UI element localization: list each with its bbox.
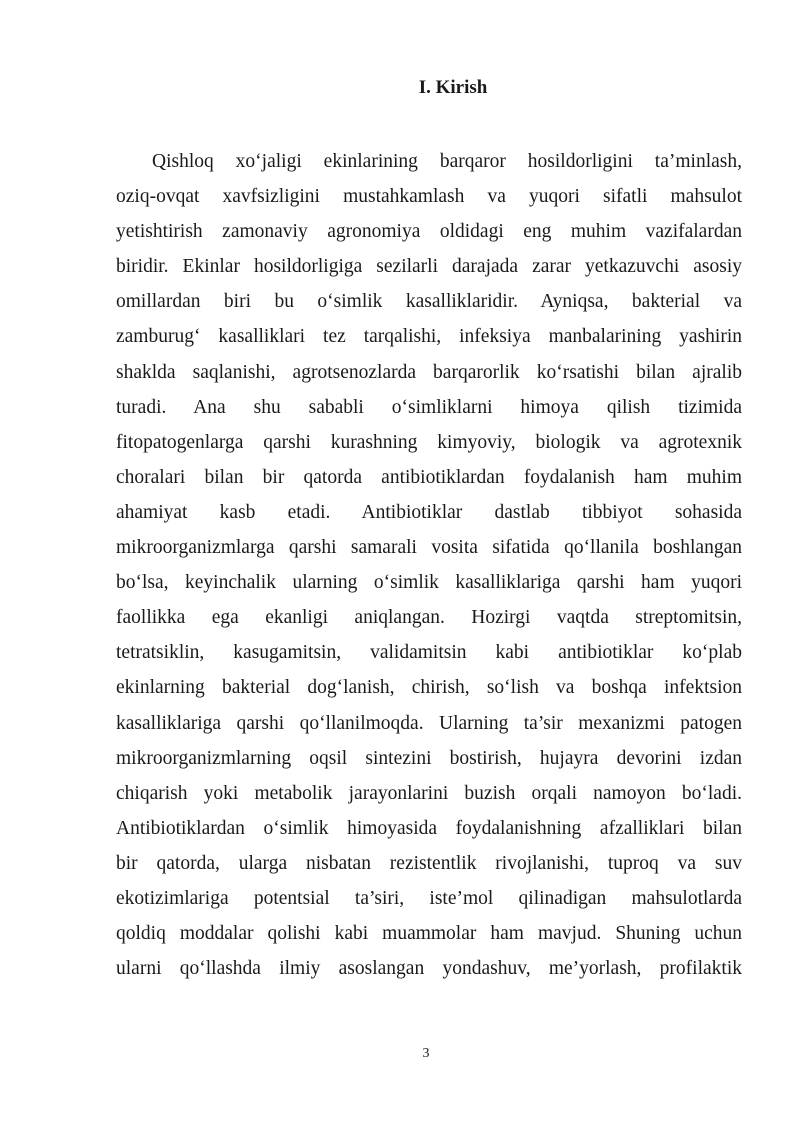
paragraph-line: yetishtirish zamonaviy agronomiya oldidagi eng muhim vazifalardan xyxy=(116,221,742,243)
paragraph-line: faollikka ega ekanligi aniqlangan. Hozirgi vaqtda streptomitsin, xyxy=(116,607,742,629)
body-paragraph xyxy=(116,144,742,986)
paragraph-line: biridir. Ekinlar hosildorligiga sezilarli darajada zarar yetkazuvchi asosiy xyxy=(116,256,742,278)
paragraph-line: tetratsiklin, kasugamitsin, validamitsin kabi antibiotiklar ko‘plab xyxy=(116,642,742,664)
paragraph-line: mikroorganizmlarning oqsil sintezini bostirish, hujayra devorini izdan xyxy=(116,747,742,769)
paragraph-line: choralari bilan bir qatorda antibiotiklardan foydalanish ham muhim xyxy=(116,466,742,488)
paragraph-line: oziq-ovqat xavfsizligini mustahkamlash va yuqori sifatli mahsulot xyxy=(116,186,742,208)
paragraph-line: omillardan biri bu o‘simlik kasalliklaridir. Ayniqsa, bakterial va xyxy=(116,291,742,313)
paragraph-line: qoldiq moddalar qolishi kabi muammolar ham mavjud. Shuning uchun xyxy=(116,923,742,945)
paragraph-line: fitopatogenlarga qarshi kurashning kimyoviy, biologik va agrotexnik xyxy=(116,431,742,453)
paragraph-line: shaklda saqlanishi, agrotsenozlarda barqarorlik ko‘rsatishi bilan ajralib xyxy=(116,361,742,383)
paragraph-line: Qishloq xo‘jaligi ekinlarining barqaror hosildorligini ta’minlash, xyxy=(152,151,742,172)
paragraph-line: mikroorganizmlarga qarshi samarali vosita sifatida qo‘llanila boshlangan xyxy=(116,537,742,559)
paragraph-line: zamburug‘ kasalliklari tez tarqalishi, infeksiya manbalarining yashirin xyxy=(116,326,742,348)
paragraph-line: bir qatorda, ularga nisbatan rezistentlik rivojlanishi, tuproq va suv xyxy=(116,852,742,874)
section-heading: I. Kirish xyxy=(418,77,488,98)
paragraph-line: ekotizimlariga potentsial ta’siri, iste’mol qilinadigan mahsulotlarda xyxy=(116,887,742,909)
page-number: 3 xyxy=(422,1046,430,1061)
paragraph-line: kasalliklariga qarshi qo‘llanilmoqda. Ularning ta’sir mexanizmi patogen xyxy=(116,712,742,734)
paragraph-line: Antibiotiklardan o‘simlik himoyasida foydalanishning afzalliklari bilan xyxy=(116,817,742,839)
paragraph-line: chiqarish yoki metabolik jarayonlarini buzish orqali namoyon bo‘ladi. xyxy=(116,782,742,804)
paragraph-line: bo‘lsa, keyinchalik ularning o‘simlik kasalliklariga qarshi ham yuqori xyxy=(116,572,742,594)
paragraph-line: ularni qo‘llashda ilmiy asoslangan yondashuv, me’yorlash, profilaktik xyxy=(116,958,742,980)
paragraph-line: ekinlarning bakterial dog‘lanish, chirish, so‘lish va boshqa infektsion xyxy=(116,677,742,699)
paragraph-line: turadi. Ana shu sababli o‘simliklarni himoya qilish tizimida xyxy=(116,396,742,418)
paragraph-line: ahamiyat kasb etadi. Antibiotiklar dastlab tibbiyot sohasida xyxy=(116,501,742,523)
